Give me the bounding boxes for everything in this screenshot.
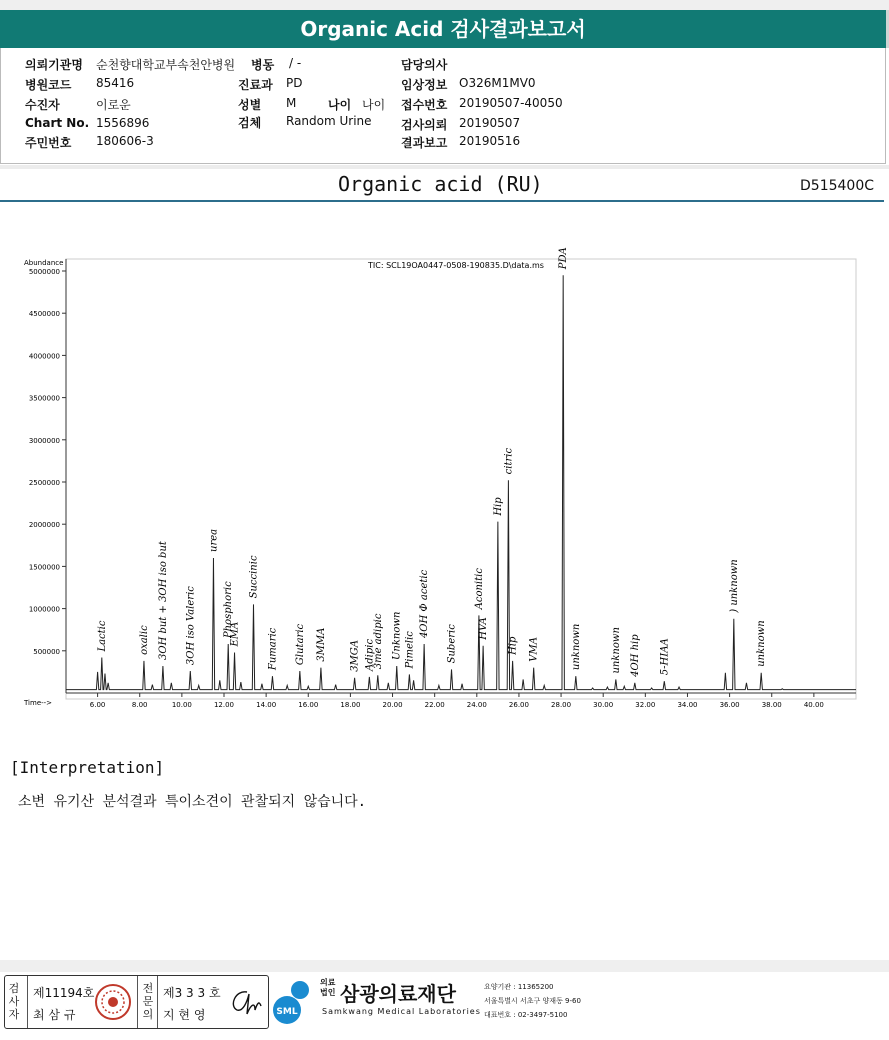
patient-info-panel <box>0 48 886 164</box>
x-tick-label: 22.00 <box>424 701 445 709</box>
y-axis-label: Abundance <box>24 259 64 267</box>
chromatogram-chart <box>0 235 889 755</box>
signature-box <box>4 975 269 1029</box>
peak-label: urea <box>208 528 220 552</box>
x-tick-label: 34.00 <box>677 701 698 709</box>
specialist-label: 전문의 <box>142 982 154 1021</box>
y-tick-label: 2500000 <box>28 479 60 487</box>
peak-label: unknown <box>610 627 622 674</box>
report-date-value: 20190516 <box>459 134 521 148</box>
report-date-label: 결과보고 <box>401 136 448 150</box>
x-tick-label: 6.00 <box>89 701 106 709</box>
peak-label: 4OH Ф acetic <box>419 569 431 639</box>
section-rule <box>0 200 884 202</box>
specialist-no: 제3 3 3 호 <box>163 986 221 1000</box>
specimen-value: Random Urine <box>286 114 372 128</box>
divider <box>137 976 138 1028</box>
y-tick-label: 3000000 <box>28 436 60 445</box>
divider <box>157 976 158 1028</box>
peak-label: Phosphoric <box>223 581 235 639</box>
resident-no-value: 180606-3 <box>96 134 154 148</box>
peak-label: Hip <box>507 636 519 655</box>
interpretation-heading: [Interpretation] <box>10 758 165 777</box>
section-code: D515400C <box>800 178 874 194</box>
doctor-label: 담당의사 <box>401 58 448 72</box>
age-label: 나이 <box>328 98 352 112</box>
separator-band <box>0 165 889 169</box>
x-axis-label: Time--> <box>24 699 53 707</box>
x-tick-label: 8.00 <box>131 701 148 709</box>
peak-label: 3MGA <box>349 639 361 672</box>
x-tick-label: 12.00 <box>213 701 235 709</box>
peak-label: Glutaric <box>294 623 306 666</box>
y-axis <box>29 259 66 693</box>
ward-label: 병동 <box>251 58 275 72</box>
peak-label: Hip <box>492 497 504 516</box>
x-tick-label: 20.00 <box>382 701 403 709</box>
peak-label: HVA <box>478 617 490 640</box>
x-tick-label: 10.00 <box>171 701 192 709</box>
sml-logo-icon <box>270 976 320 1026</box>
y-tick-label: 2000000 <box>28 521 60 530</box>
institution-label: 의뢰기관명 <box>25 58 83 72</box>
peak-label: Fumaric <box>267 627 279 671</box>
chart-no-value: 1556896 <box>96 116 150 130</box>
lab-prefix: 의료법인 <box>320 978 336 997</box>
peak-label: citric <box>503 447 515 475</box>
patient-label: 수진자 <box>25 98 60 112</box>
section-title: Organic acid (RU) <box>338 172 543 196</box>
x-axis <box>66 693 856 709</box>
lab-address: 서울특별시 서초구 양재동 9-60 <box>484 997 581 1005</box>
peak-label: Suberic <box>446 624 458 664</box>
divider <box>27 976 28 1028</box>
report-title: Organic Acid 검사결과보고서 <box>0 10 889 48</box>
tester-label: 검사자 <box>8 982 20 1021</box>
y-tick-label: 5000000 <box>28 268 60 276</box>
x-tick-label: 24.00 <box>466 701 487 709</box>
peak-labels <box>97 247 767 678</box>
lab-phone: 대표번호 : 02-3497-5100 <box>484 1011 568 1019</box>
lab-institution-no: 요양기관 : 11365200 <box>484 983 554 991</box>
x-tick-label: 16.00 <box>298 701 319 709</box>
x-tick-label: 36.00 <box>719 701 740 709</box>
peak-label: unknown <box>756 620 768 667</box>
x-tick-label: 40.00 <box>803 701 824 709</box>
clinical-info-label: 임상정보 <box>401 78 448 92</box>
ward-value: / - <box>289 56 302 70</box>
y-tick-label: 500000 <box>33 647 60 656</box>
receipt-no-label: 접수번호 <box>401 98 448 112</box>
receipt-no-value: 20190507-40050 <box>459 96 563 110</box>
sex-value: M <box>286 96 297 110</box>
institution-value: 순천향대학교부속천안병원 <box>96 58 236 72</box>
peak-label: oxalic <box>138 625 150 655</box>
y-tick-label: 1500000 <box>28 563 60 572</box>
department-value: PD <box>286 76 303 90</box>
tester-no: 제11194호 <box>33 986 95 1000</box>
x-tick-label: 30.00 <box>593 701 614 709</box>
peak-label: 3MMA <box>315 627 327 662</box>
peak-label: 3OH iso Valeric <box>185 586 197 666</box>
x-tick-label: 14.00 <box>256 701 277 709</box>
peak-label: 3OH but + 3OH iso but <box>157 541 169 660</box>
hospital-code-label: 병원코드 <box>25 78 72 92</box>
specimen-label: 검체 <box>238 116 262 130</box>
peak-label: unknown <box>570 623 582 671</box>
y-tick-label: 4000000 <box>28 352 60 361</box>
tester-name: 최 삼 규 <box>33 1008 76 1022</box>
sml-badge: SML <box>276 1007 298 1017</box>
request-date-value: 20190507 <box>459 116 521 130</box>
department-label: 진료과 <box>238 78 273 92</box>
x-tick-label: 28.00 <box>551 701 572 709</box>
specialist-name: 지 현 영 <box>163 1008 206 1022</box>
x-tick-label: 32.00 <box>635 701 656 709</box>
peak-label: Adipic <box>364 638 376 671</box>
peak-label: PDA <box>558 247 570 270</box>
peak-label: Lactic <box>96 620 108 652</box>
resident-no-label: 주민번호 <box>25 136 72 150</box>
peak-label: ) unknown <box>728 559 740 613</box>
peak-label: EMA <box>229 621 241 647</box>
signature-icon <box>225 984 265 1020</box>
peak-label: Unknown <box>391 611 403 660</box>
peak-label: 5-HIAA <box>659 638 671 676</box>
seal-icon <box>93 982 133 1022</box>
chart-no-label: Chart No. <box>25 116 90 130</box>
peak-label: 4OH hip <box>629 634 641 677</box>
peak-label: Pimelic <box>404 631 416 669</box>
top-band <box>0 0 889 10</box>
peak-label: VMA <box>528 636 540 662</box>
peak-label: 3me adipic <box>372 613 384 670</box>
y-tick-label: 1000000 <box>28 605 60 614</box>
peak-label: Succinic <box>248 555 260 599</box>
hospital-code-value: 85416 <box>96 76 135 90</box>
sex-label: 성별 <box>238 98 262 112</box>
x-tick-label: 18.00 <box>340 701 361 709</box>
lab-english-name: Samkwang Medical Laboratories <box>322 1007 481 1016</box>
clinical-info-value: O326M1MV0 <box>459 76 536 90</box>
lab-name: 삼광의료재단 <box>340 982 456 1006</box>
patient-value: 이로운 <box>96 98 131 112</box>
peak-label: Aconitic <box>473 568 485 610</box>
x-tick-label: 26.00 <box>508 701 529 709</box>
x-tick-label: 38.00 <box>761 701 782 709</box>
y-tick-label: 4500000 <box>28 310 60 319</box>
age-value: 나이 <box>362 98 386 112</box>
y-tick-label: 3500000 <box>28 394 60 403</box>
request-date-label: 검사의뢰 <box>401 118 448 132</box>
bottom-band <box>0 960 889 972</box>
tic-label: TIC: SCL19OA0447-0508-190835.D\data.ms <box>368 261 544 270</box>
interpretation-text: 소변 유기산 분석결과 특이소견이 관찰되지 않습니다. <box>18 794 367 810</box>
